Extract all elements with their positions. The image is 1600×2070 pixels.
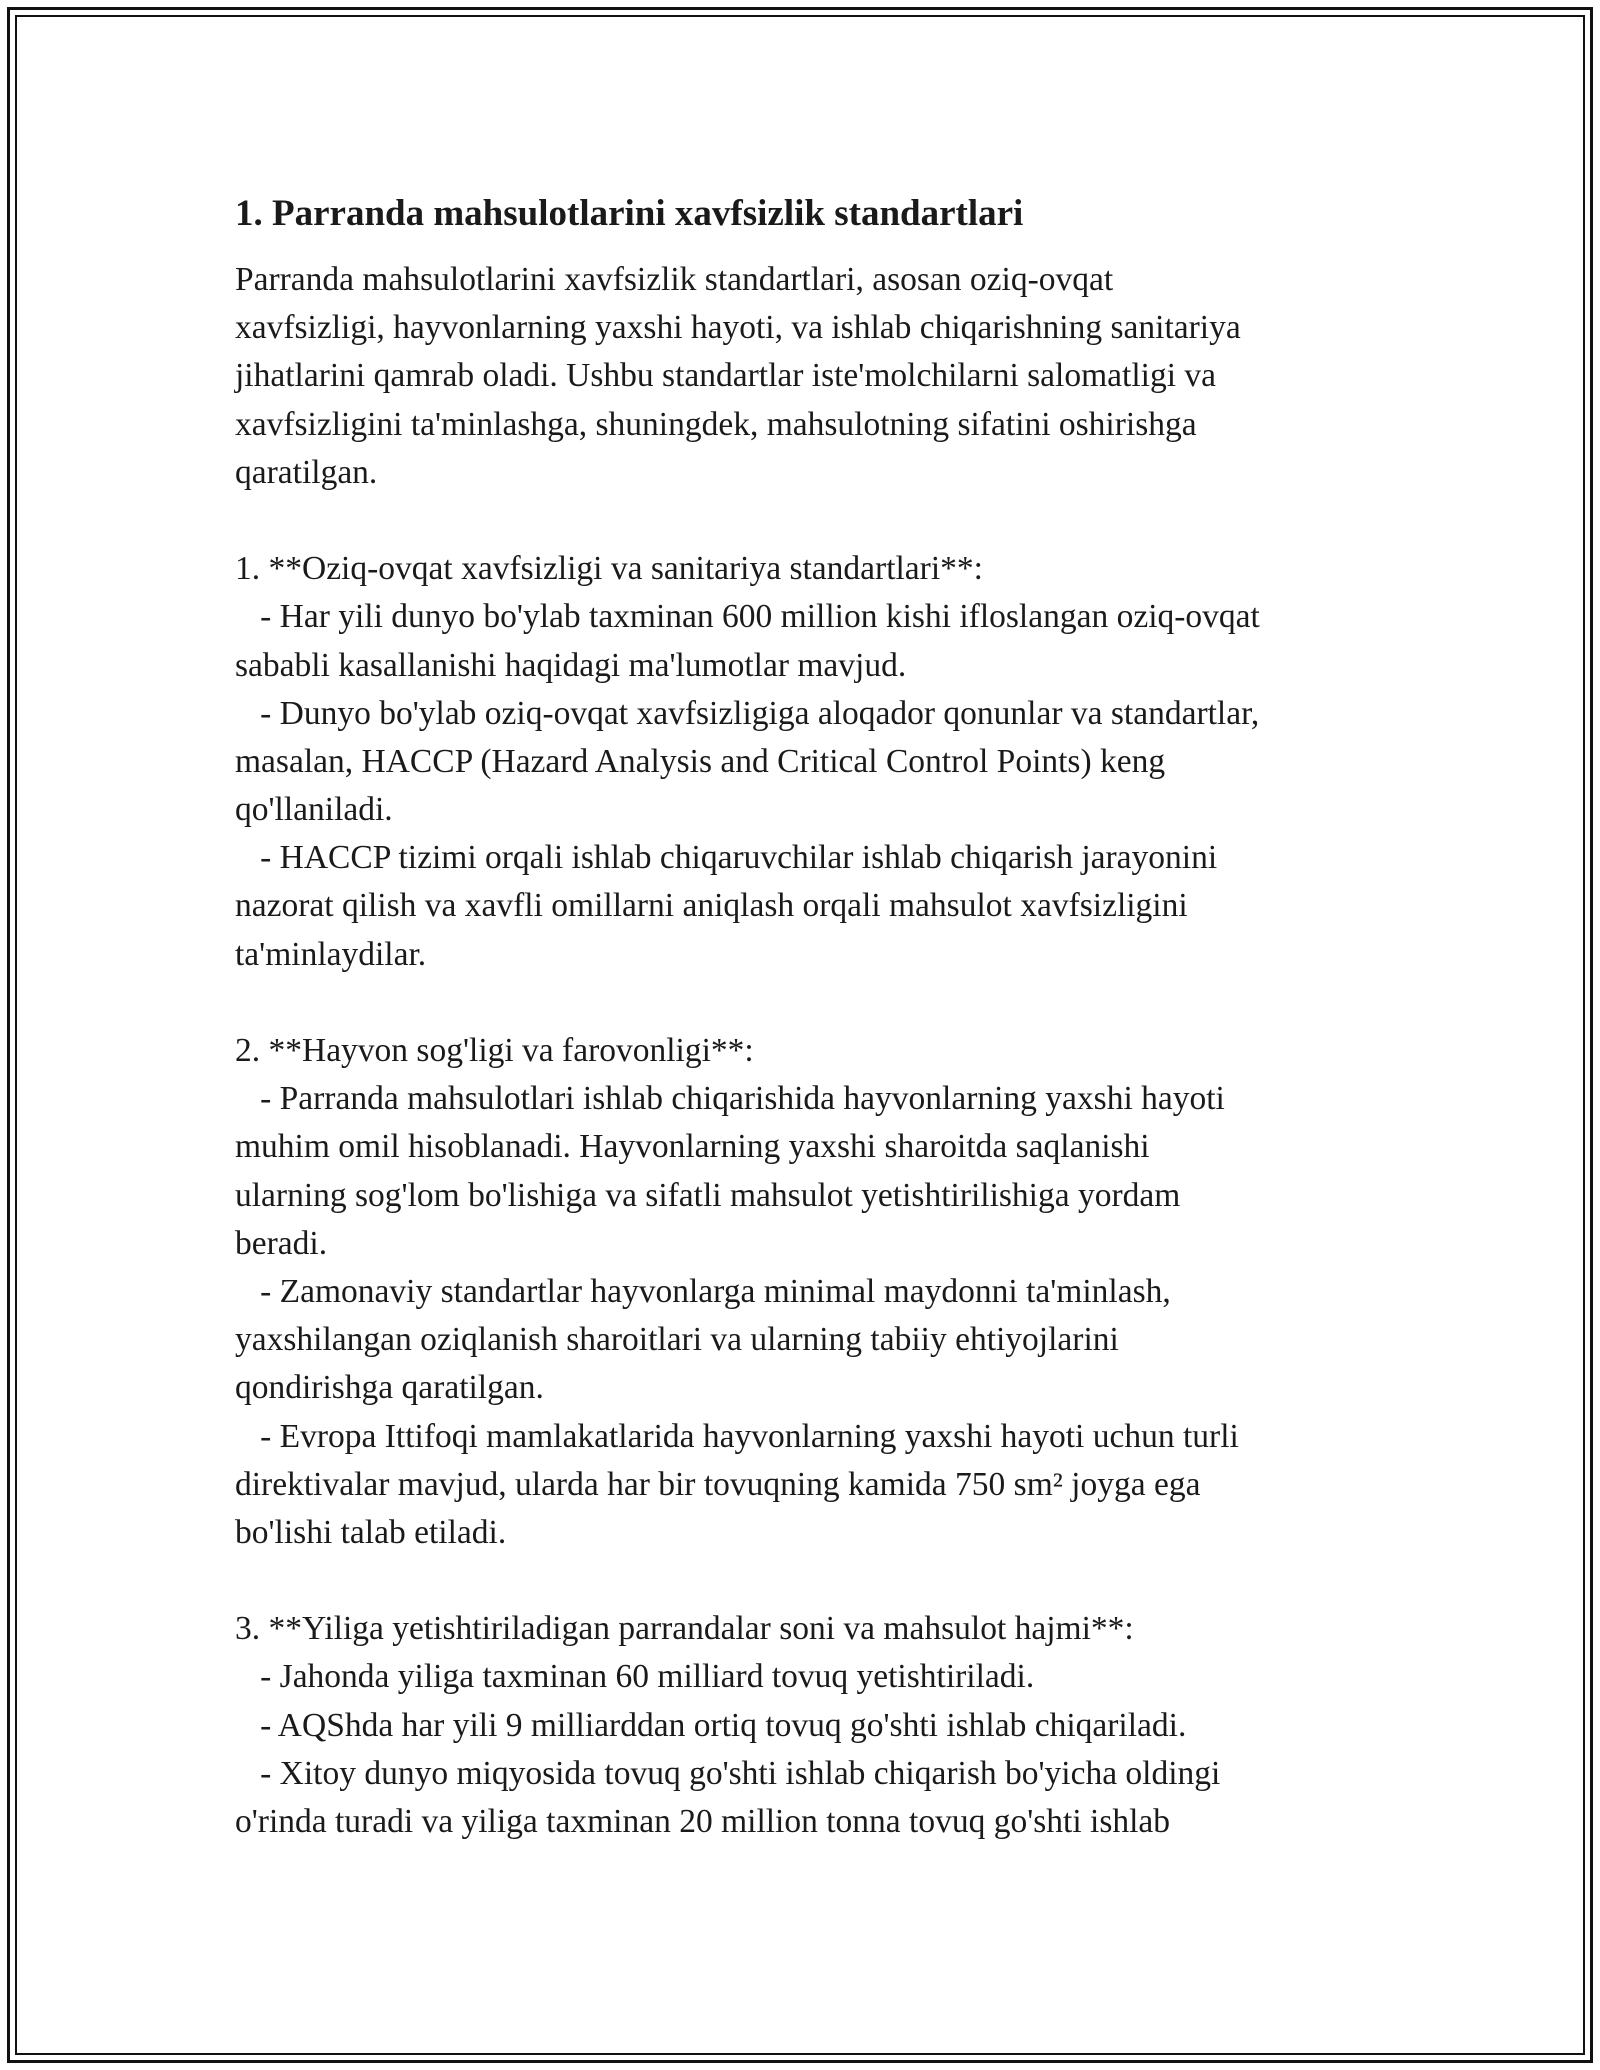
text-line: sababli kasallanishi haqidagi ma'lumotlar mavjud. — [235, 646, 907, 684]
document-body — [235, 186, 1375, 1846]
text-line: - Jahonda yiliga taxminan 60 milliard tovuq yetishtiriladi. — [235, 1658, 1035, 1696]
text-line: - HACCP tizimi orqali ishlab chiqaruvchilar ishlab chiqarish jarayonini — [235, 839, 1218, 877]
text-line: jihatlarini qamrab oladi. Ushbu standartlar iste'molchilarni salomatligi va — [235, 357, 1217, 395]
text-line: qondirishga qaratilgan. — [235, 1369, 544, 1407]
text-line: bo'lishi talab etiladi. — [235, 1513, 507, 1551]
text-line: xavfsizligi, hayvonlarning yaxshi hayoti, va ishlab chiqarishning sanitariya — [235, 309, 1241, 347]
text-line: qo'llaniladi. — [235, 791, 393, 829]
text-line: nazorat qilish va xavfli omillarni aniqlash orqali mahsulot xavfsizligini — [235, 887, 1188, 925]
text-line: Parranda mahsulotlarini xavfsizlik standartlari, asosan oziq-ovqat — [235, 261, 1114, 298]
text-line: masalan, HACCP (Hazard Analysis and Critical Control Points) keng — [235, 742, 1166, 780]
section-animal-welfare — [235, 1027, 1375, 1557]
text-line: ta'minlaydilar. — [235, 935, 427, 973]
text-line: muhim omil hisoblanadi. Hayvonlarning yaxshi sharoitda saqlanishi — [235, 1128, 1150, 1166]
section-production-volume — [235, 1605, 1375, 1846]
section-food-safety — [235, 545, 1375, 979]
text-line: ularning sog'lom bo'lishiga va sifatli mahsulot yetishtirilishiga yordam — [235, 1176, 1181, 1214]
text-line: - Dunyo bo'ylab oziq-ovqat xavfsizligiga aloqador qonunlar va standartlar, — [235, 694, 1260, 732]
text-line: direktivalar mavjud, ularda har bir tovuqning kamida 750 sm² joyga ega — [235, 1465, 1201, 1503]
paragraph-gap — [235, 979, 1375, 1027]
text-line: - AQShda har yili 9 milliarddan ortiq tovuq go'shti ishlab chiqariladi. — [235, 1706, 1187, 1744]
paragraph-gap — [235, 497, 1375, 545]
text-line: xavfsizligini ta'minlashga, shuningdek, mahsulotning sifatini oshirishga — [235, 405, 1197, 443]
section-heading: 2. **Hayvon sog'ligi va farovonligi**: — [235, 1032, 754, 1069]
text-line: - Zamonaviy standartlar hayvonlarga minimal maydonni ta'minlash, — [235, 1272, 1171, 1310]
text-line: yaxshilangan oziqlanish sharoitlari va ularning tabiiy ehtiyojlarini — [235, 1321, 1119, 1359]
text-line: o'rinda turadi va yiliga taxminan 20 million tonna tovuq go'shti ishlab — [235, 1803, 1171, 1840]
intro-paragraph — [235, 256, 1375, 497]
document-title: 1. Parranda mahsulotlarini xavfsizlik standartlari — [235, 193, 1024, 234]
text-line: - Har yili dunyo bo'ylab taxminan 600 million kishi ifloslangan oziq-ovqat — [235, 598, 1260, 636]
section-heading: 1. **Oziq-ovqat xavfsizligi va sanitariya standartlari**: — [235, 550, 983, 588]
text-line: - Parranda mahsulotlari ishlab chiqarishida hayvonlarning yaxshi hayoti — [235, 1080, 1225, 1118]
text-line: - Xitoy dunyo miqyosida tovuq go'shti ishlab chiqarish bo'yicha oldingi — [235, 1754, 1221, 1792]
text-line: - Evropa Ittifoqi mamlakatlarida hayvonlarning yaxshi hayoti uchun turli — [235, 1417, 1239, 1455]
paragraph-gap — [235, 1557, 1375, 1605]
text-line: beradi. — [235, 1224, 328, 1262]
text-line: qaratilgan. — [235, 453, 378, 491]
section-heading: 3. **Yiliga yetishtiriladigan parrandalar soni va mahsulot hajmi**: — [235, 1610, 1134, 1648]
